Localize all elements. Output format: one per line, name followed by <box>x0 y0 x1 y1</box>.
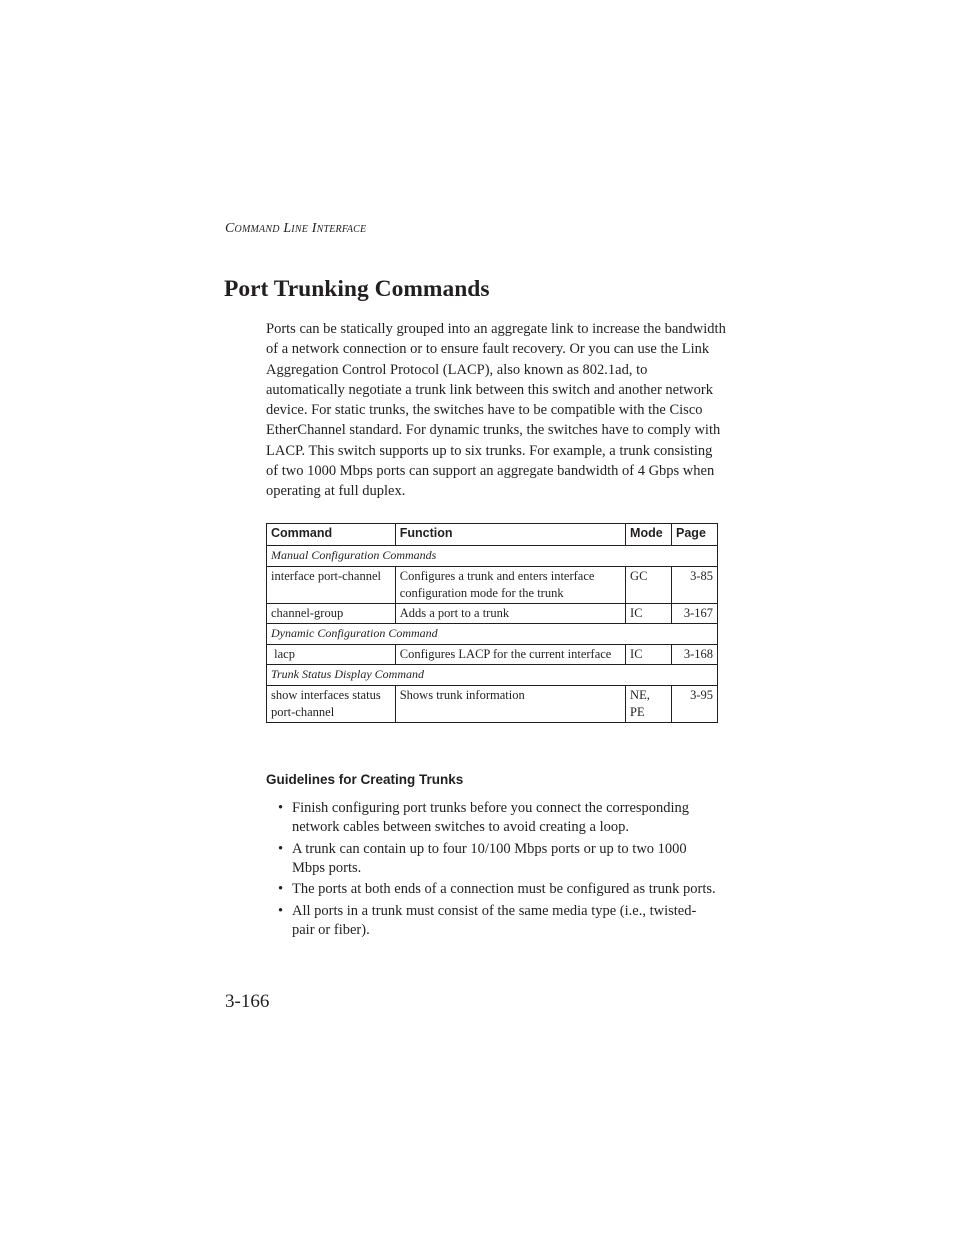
table-row <box>267 645 718 665</box>
list-item <box>278 799 718 837</box>
table-row <box>267 567 718 604</box>
cell-mode: NE, PE <box>626 686 672 723</box>
table-section-row <box>267 546 718 567</box>
list-item-text: Finish configuring port trunks before you connect the corresponding network cables between switches to avoid creating a loop. <box>292 800 690 835</box>
bullet: • <box>278 800 284 816</box>
cell-command: interface port-channel <box>267 567 396 604</box>
cell-command: lacp <box>267 645 396 665</box>
cell-function: Configures a trunk and enters interface configuration mode for the trunk <box>395 567 625 604</box>
table-section-row <box>267 624 718 645</box>
cell-function: Configures LACP for the current interface <box>395 645 625 665</box>
table-row <box>267 604 718 624</box>
guidelines-heading: Guidelines for Creating Trunks <box>266 772 464 787</box>
header-command: Command <box>267 524 396 546</box>
cell-function: Adds a port to a trunk <box>395 604 625 624</box>
header-mode: Mode <box>626 524 672 546</box>
section-title: Dynamic Configuration Command <box>267 624 718 645</box>
bullet: • <box>278 881 284 897</box>
header-page: Page <box>672 524 718 546</box>
bullet: • <box>278 840 284 857</box>
table-row <box>267 686 718 723</box>
page-title: Port Trunking Commands <box>224 276 490 302</box>
cell-mode: GC <box>626 567 672 604</box>
guidelines-list <box>278 799 718 942</box>
list-item-text: All ports in a trunk must consist of the same media type (i.e., twisted-pair or fiber). <box>292 902 697 938</box>
cell-page: 3-168 <box>672 645 718 665</box>
cell-page: 3-85 <box>672 567 718 604</box>
cell-function: Shows trunk information <box>395 686 625 723</box>
cell-mode: IC <box>626 645 672 665</box>
list-item-text: A trunk can contain up to four 10/100 Mbps ports or up to two 1000 Mbps ports. <box>292 840 687 876</box>
page-number: 3-166 <box>225 991 270 1012</box>
table-header-row <box>267 524 718 546</box>
list-item-text: The ports at both ends of a connection must be configured as trunk ports. <box>292 881 716 897</box>
cell-page: 3-167 <box>672 604 718 624</box>
header-function: Function <box>395 524 625 546</box>
cell-command: show interfaces status port-channel <box>267 686 396 723</box>
cell-command: channel-group <box>267 604 396 624</box>
running-header: Command Line Interface <box>225 221 367 236</box>
table-section-row <box>267 665 718 686</box>
list-item <box>278 880 718 899</box>
list-item <box>278 840 718 878</box>
cell-mode: IC <box>626 604 672 624</box>
section-title: Trunk Status Display Command <box>267 665 718 686</box>
commands-table <box>266 523 718 723</box>
section-title: Manual Configuration Commands <box>267 546 718 567</box>
bullet: • <box>278 902 284 919</box>
cell-page: 3-95 <box>672 686 718 723</box>
list-item <box>278 902 718 940</box>
intro-paragraph: Ports can be statically grouped into an aggregate link to increase the bandwidth of a network connection or to ensure fault recovery. Or you can use the Link Aggregation Control Protocol (LACP), also known as 802.1ad, to automatically negotiate a trunk link between this switch and another network device. For static trunks, the switches have to be compatible with the Cisco EtherChannel standard. For dynamic trunks, the switches have to comply with LACP. This switch supports up to six trunks. For example, a trunk consisting of two 1000 Mbps ports can support an aggregate bandwidth of 4 Gbps when operating at full duplex. <box>266 321 726 500</box>
